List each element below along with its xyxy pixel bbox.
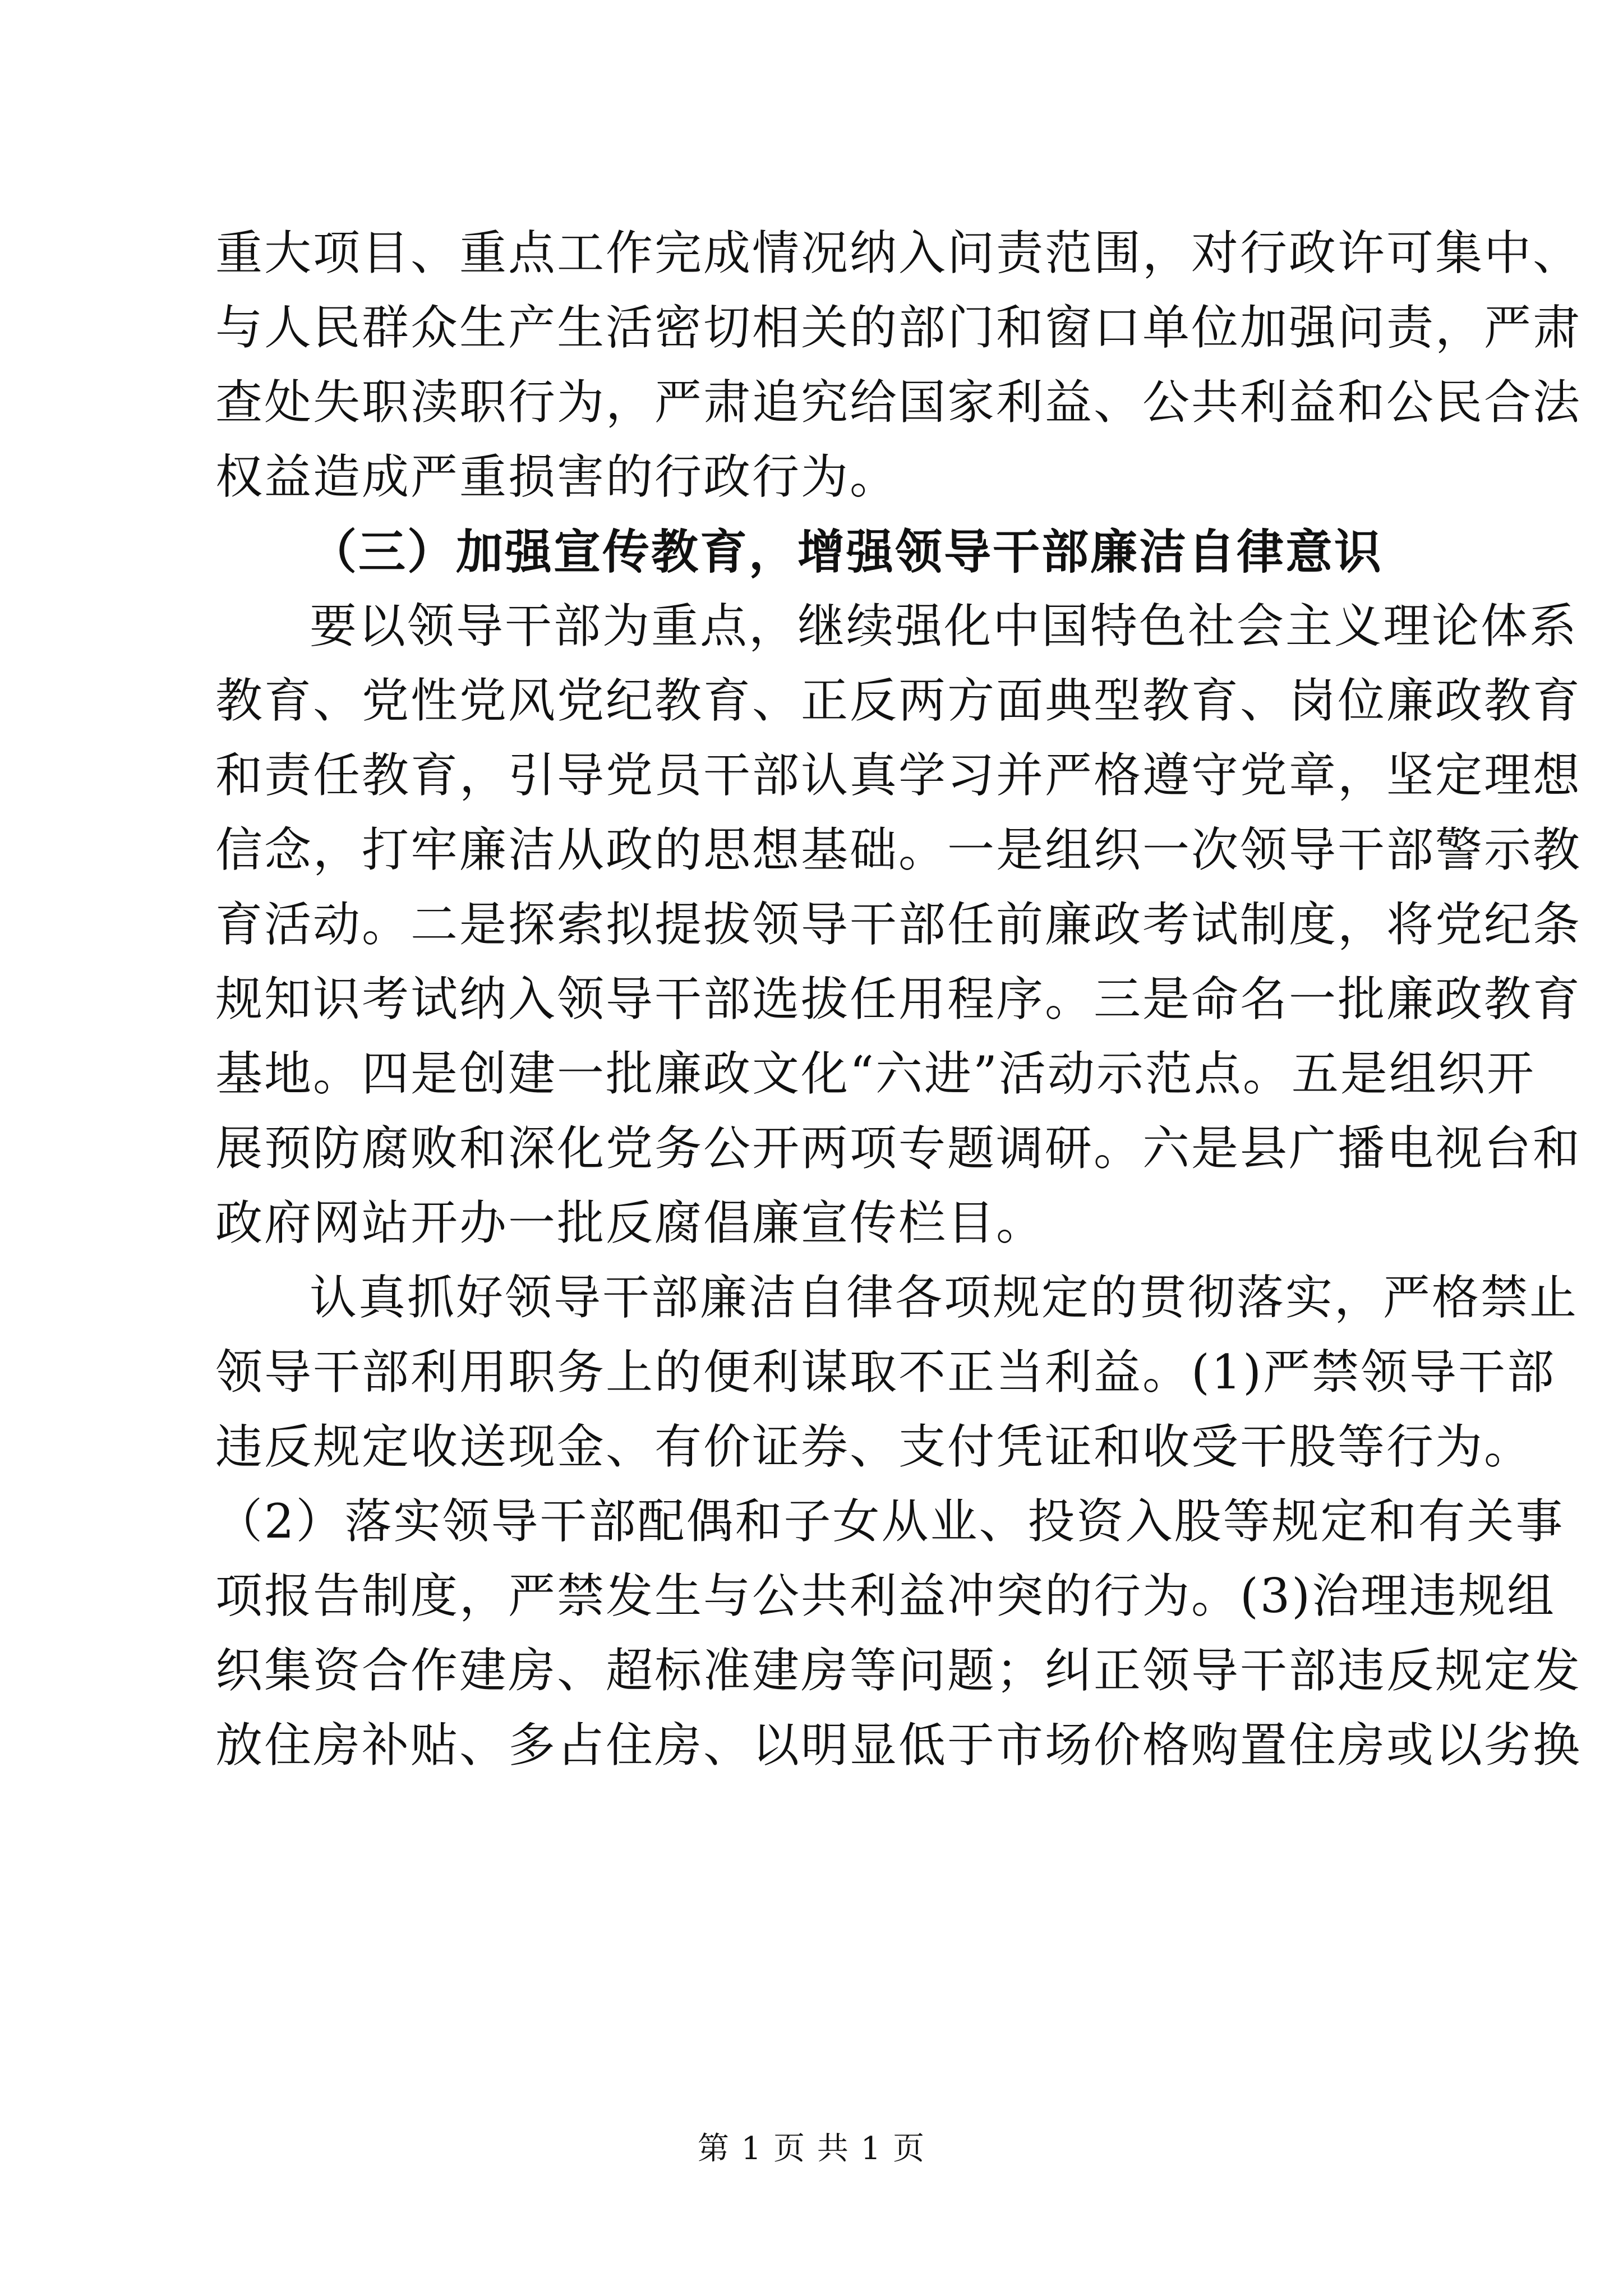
text-line: （2）落实领导干部配偶和子女从业、投资入股等规定和有关事 (215, 1494, 1565, 1549)
text-line: 放住房补贴、多占住房、以明显低于市场价格购置住房或以劣换 (215, 1718, 1582, 1773)
section-heading-text: （三）加强宣传教育，增强领导干部廉洁自律意识 (310, 524, 1384, 579)
text-line: 与人民群众生产生活密切相关的部门和窗口单位加强问责，严肃 (215, 300, 1582, 355)
text-line: 和责任教育，引导党员干部认真学习并严格遵守党章，坚定理想 (215, 748, 1582, 803)
text-line: 重大项目、重点工作完成情况纳入问责范围，对行政许可集中、 (215, 226, 1582, 280)
text-line: 要以领导干部为重点，继续强化中国特色社会主义理论体系 (310, 599, 1579, 654)
text-line: 项报告制度，严禁发生与公共利益冲突的行为。(3)治理违规组 (215, 1568, 1556, 1623)
text-line: 政府网站开办一批反腐倡廉宣传栏目。 (215, 1195, 1045, 1250)
document-body (215, 216, 1582, 1783)
text-line: 查处失职渎职行为，严肃追究给国家利益、公共利益和公民合法 (215, 375, 1582, 430)
page-number: 第 1 页 共 1 页 (697, 2131, 926, 2167)
text-line: 违反规定收送现金、有价证券、支付凭证和收受干股等行为。 (215, 1419, 1533, 1474)
text-line: 规知识考试纳入领导干部选拔任用程序。三是命名一批廉政教育 (215, 972, 1582, 1027)
text-line: 基地。四是创建一批廉政文化“六进”活动示范点。五是组织开 (215, 1046, 1536, 1101)
text-line: 育活动。二是探索拟提拔领导干部任前廉政考试制度，将党纪条 (215, 897, 1582, 952)
paragraph-accountability-continued (215, 216, 1582, 514)
text-line: 权益造成严重损害的行政行为。 (215, 449, 899, 504)
text-line: 展预防腐败和深化党务公开两项专题调研。六是县广播电视台和 (215, 1121, 1582, 1176)
text-line: 织集资合作建房、超标准建房等问题；纠正领导干部违反规定发 (215, 1643, 1582, 1698)
text-line: 教育、党性党风党纪教育、正反两方面典型教育、岗位廉政教育 (215, 673, 1582, 728)
text-line: 信念，打牢廉洁从政的思想基础。一是组织一次领导干部警示教 (215, 822, 1582, 877)
text-line: 领导干部利用职务上的便利谋取不正当利益。(1)严禁领导干部 (215, 1345, 1556, 1400)
paragraph-education (215, 589, 1582, 1260)
section-heading-three (215, 514, 1415, 589)
paragraph-self-discipline (215, 1260, 1582, 1783)
page-number-footer (0, 2129, 1623, 2169)
text-line: 认真抓好领导干部廉洁自律各项规定的贯彻落实，严格禁止 (310, 1270, 1579, 1325)
